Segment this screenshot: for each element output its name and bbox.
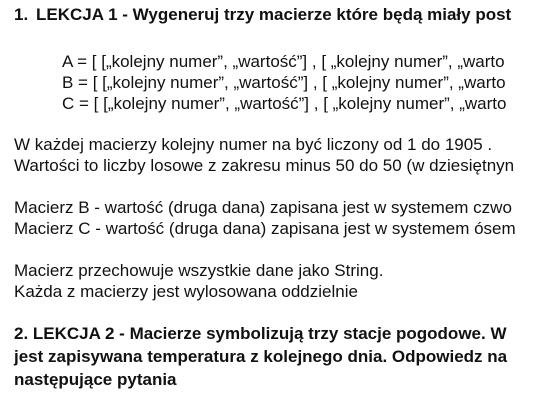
matrix-c-rule: Macierz C - wartość (druga dana) zapisana jest w systemem ósem <box>14 219 516 238</box>
random-rule: Każda z macierzy jest wylosowana oddzielnie <box>14 282 358 301</box>
matrix-c-definition: C = [ [„kolejny numer”, „wartość”] , [ „kolejny numer”, „warto <box>62 94 507 113</box>
values-rule: Wartości to liczby losowe z zakresu minus 50 do 50 (w dziesiętnyn <box>14 156 515 175</box>
storage-rule: Macierz przechowuje wszystkie dane jako String. <box>14 261 384 280</box>
lesson1-heading <box>14 5 511 25</box>
lesson2-heading-line-3: następujące pytania <box>14 370 177 389</box>
numbering-rule: W każdej macierzy kolejny numer na być liczony od 1 do 1905 . <box>14 135 493 154</box>
matrix-b-definition: B = [ [„kolejny numer”, „wartość”] , [ „kolejny numer”, „warto <box>62 73 506 92</box>
matrix-a-definition: A = [ [„kolejny numer”, „wartość”] , [ „kolejny numer”, „warto <box>62 52 505 71</box>
lesson2-heading-line-1: 2. LEKCJA 2 - Macierze symbolizują trzy stacje pogodowe. W <box>14 324 507 343</box>
lesson1-heading-text: LEKCJA 1 - Wygeneruj trzy macierze które będą miały post <box>36 5 512 24</box>
lesson1-number: 1. <box>14 5 29 24</box>
lesson2-heading-line-2: jest zapisywana temperatura z kolejnego dnia. Odpowiedz na <box>14 347 508 366</box>
matrix-b-rule: Macierz B - wartość (druga dana) zapisana jest w systemem czwo <box>14 198 512 217</box>
